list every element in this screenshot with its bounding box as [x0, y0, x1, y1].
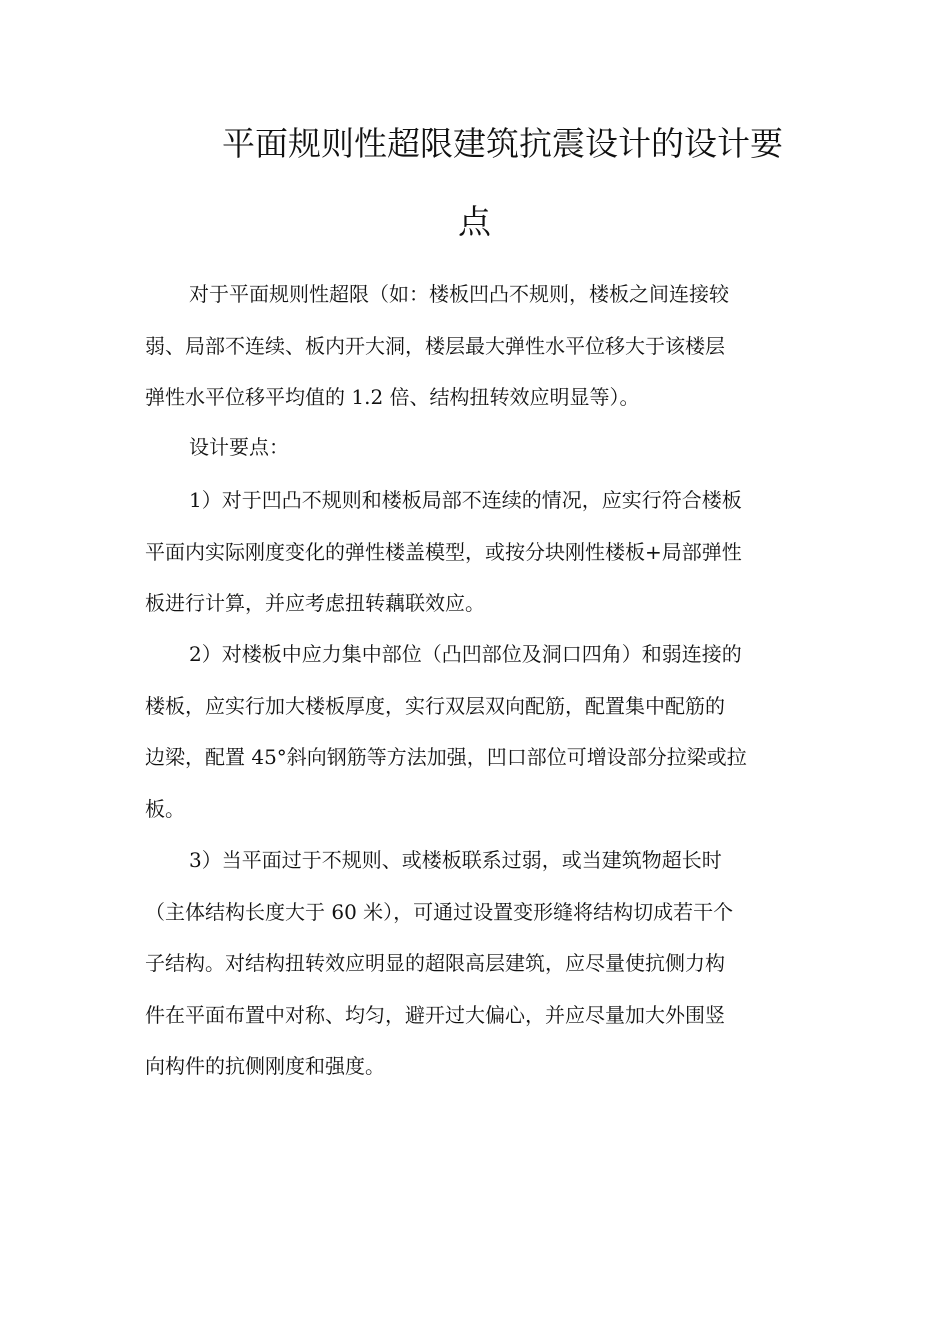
point3-line-1: 3）当平面过于不规则、或楼板联系过弱，或当建筑物超长时	[189, 848, 722, 872]
point3-line-4: 件在平面布置中对称、均匀，避开过大偏心，并应尽量加大外围竖	[145, 1003, 725, 1027]
intro-line-2: 弱、局部不连续、板内开大洞，楼层最大弹性水平位移大于该楼层	[145, 334, 725, 358]
point2-line-2: 楼板，应实行加大楼板厚度，实行双层双向配筋，配置集中配筋的	[145, 694, 725, 718]
point3-line-2: （主体结构长度大于 60 米），可通过设置变形缝将结构切成若干个	[145, 900, 734, 924]
document-title-continuation: 点	[458, 202, 491, 241]
document-title: 平面规则性超限建筑抗震设计的设计要	[222, 124, 783, 163]
point1-line-2: 平面内实际刚度变化的弹性楼盖模型，或按分块刚性楼板+局部弹性	[145, 540, 742, 564]
point1-line-1: 1）对于凹凸不规则和楼板局部不连续的情况，应实行符合楼板	[189, 488, 742, 512]
point1-line-3: 板进行计算，并应考虑扭转藕联效应。	[145, 591, 485, 615]
intro-line-1: 对于平面规则性超限（如：楼板凹凸不规则，楼板之间连接较	[189, 282, 729, 306]
point2-line-4: 板。	[145, 797, 185, 821]
intro-line-3: 弹性水平位移平均值的 1.2 倍、结构扭转效应明显等）。	[145, 385, 640, 409]
point3-line-5: 向构件的抗侧刚度和强度。	[145, 1054, 385, 1078]
point3-line-3: 子结构。对结构扭转效应明显的超限高层建筑，应尽量使抗侧力构	[145, 951, 725, 975]
point2-line-3: 边梁，配置 45°斜向钢筋等方法加强，凹口部位可增设部分拉梁或拉	[145, 745, 747, 769]
points-heading: 设计要点：	[189, 435, 289, 459]
point2-line-1: 2）对楼板中应力集中部位（凸凹部位及洞口四角）和弱连接的	[189, 642, 742, 666]
